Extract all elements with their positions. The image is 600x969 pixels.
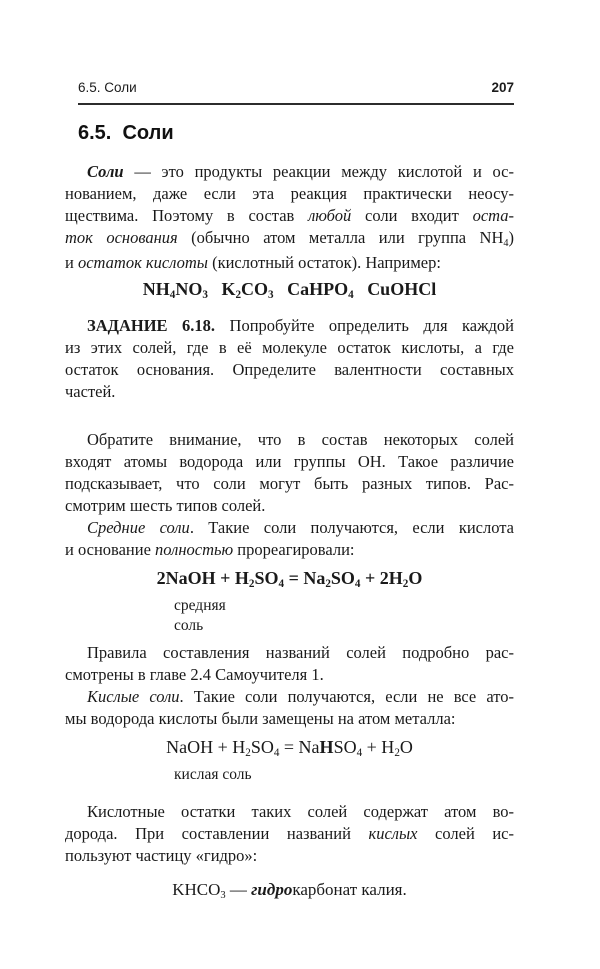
p-intro xyxy=(65,161,514,274)
text-line: Обратите внимание, что в состав некоторых солей xyxy=(87,430,514,449)
text-line: ществима. Поэтому в состав любой соли входит оста- xyxy=(65,206,514,225)
header-rule xyxy=(78,103,514,105)
section-title: 6.5. Соли xyxy=(78,122,174,144)
text-line: мы водорода кислоты были замещены на атом металла: xyxy=(65,709,456,728)
text-line: нованием, даже если эта реакция практически неосу- xyxy=(65,184,514,203)
text-line: частей. xyxy=(65,382,116,401)
p-rules xyxy=(65,642,514,686)
page-content xyxy=(65,161,514,906)
text-line: смотрены в главе 2.4 Самоучителя 1. xyxy=(65,665,324,684)
formula-row: NH4NO3 K2CO3 CaHPO4 CuOHCl xyxy=(142,279,437,301)
text-line: Правила составления названий солей подробно рас- xyxy=(87,643,514,662)
text-line: остаток основания. Определите валентности составных xyxy=(65,360,514,379)
text-line: соль xyxy=(174,617,204,634)
text-line: ток основания (обычно атом металла или группа NH4) xyxy=(65,228,514,249)
text-line: из этих солей, где в её молекуле остаток кислоты, а где xyxy=(65,338,514,357)
p-acid-note xyxy=(65,801,514,867)
text-line: входят атомы водорода или группы OH. Такое различие xyxy=(65,452,514,471)
text-line: дорода. При составлении названий кислых солей ис- xyxy=(65,824,514,843)
text-line: Кислотные остатки таких солей содержат атом во- xyxy=(87,802,514,821)
p-acid-def xyxy=(65,686,514,730)
text-line: средняя xyxy=(174,597,226,614)
text-line: подсказывает, что соли могут быть разных типов. Рас- xyxy=(65,474,514,493)
equation-acid-salt: NaOH + H2SO4 = NaHSO4 + H2O xyxy=(166,737,413,759)
p-note xyxy=(65,429,514,517)
label-middle-salt xyxy=(65,596,514,636)
text-line: смотрим шесть типов солей. xyxy=(65,496,266,515)
text-line: и основание полностью прореагировали: xyxy=(65,540,355,559)
equation-middle-salt: 2NaOH + H2SO4 = Na2SO4 + 2H2O xyxy=(156,568,423,590)
label-acid-salt xyxy=(65,765,514,785)
p-task xyxy=(65,315,514,403)
result-formula: KHCO3 — гидрокарбонат калия. xyxy=(172,880,407,901)
text-line: Кислые соли. Такие соли получаются, если не все ато- xyxy=(87,687,514,706)
text-line: пользуют частицу «гидро»: xyxy=(65,846,258,865)
page-number: 207 xyxy=(491,80,514,95)
text-line: и остаток кислоты (кислотный остаток). Например: xyxy=(65,253,441,272)
text-line: ЗАДАНИЕ 6.18. Попробуйте определить для каждой xyxy=(87,316,515,335)
text-line: Соли — это продукты реакции между кислотой и ос- xyxy=(87,162,514,181)
text-line: Средние соли. Такие соли получаются, если кислота xyxy=(87,518,514,537)
text-line: кислая соль xyxy=(174,766,252,783)
running-header xyxy=(78,80,514,95)
p-medium xyxy=(65,517,514,561)
running-header-section: 6.5. Соли xyxy=(78,80,137,95)
